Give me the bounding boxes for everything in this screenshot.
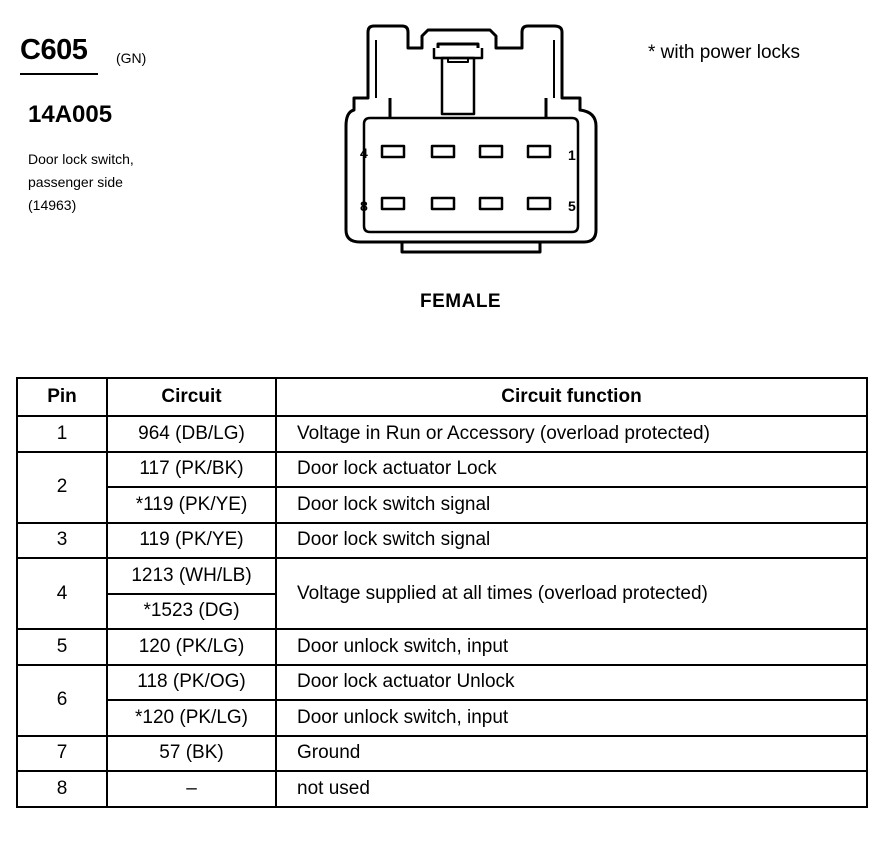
function-cell: not used (276, 771, 867, 807)
table-row (17, 665, 867, 701)
circuit-cell: 117 (PK/BK) (107, 452, 276, 488)
circuit-cell: – (107, 771, 276, 807)
gender-label: FEMALE (420, 291, 502, 312)
connector-id: C605 (20, 34, 88, 66)
pin-cell: 7 (17, 736, 107, 772)
table-row (17, 416, 867, 452)
description-line-3: (14963) (28, 197, 77, 213)
pin-label-4: 4 (360, 145, 368, 161)
pin-cell: 6 (17, 665, 107, 736)
pin-cell: 3 (17, 523, 107, 559)
circuit-cell: 119 (PK/YE) (107, 523, 276, 559)
table-row (17, 629, 867, 665)
power-locks-note: * with power locks (648, 42, 801, 63)
pin-label-8: 8 (360, 198, 368, 214)
table-row (17, 558, 867, 594)
color-code: (GN) (116, 50, 147, 66)
function-cell: Door unlock switch, input (276, 629, 867, 665)
function-cell: Door unlock switch, input (276, 700, 867, 736)
pin-cell: 4 (17, 558, 107, 629)
pinout-table (16, 377, 868, 808)
table-header-row (17, 378, 867, 416)
pin-label-1: 1 (568, 147, 576, 163)
circuit-cell: 1213 (WH/LB) (107, 558, 276, 594)
description-line-1: Door lock switch, (28, 151, 134, 167)
pin-cell: 8 (17, 771, 107, 807)
table-row (17, 452, 867, 488)
circuit-cell: 57 (BK) (107, 736, 276, 772)
circuit-cell: *119 (PK/YE) (107, 487, 276, 523)
function-cell: Door lock actuator Lock (276, 452, 867, 488)
pin-cell: 2 (17, 452, 107, 523)
pin-cell: 5 (17, 629, 107, 665)
connector-id-underline (20, 73, 98, 75)
circuit-cell: *120 (PK/LG) (107, 700, 276, 736)
header-circuit: Circuit (107, 378, 276, 416)
table-row (17, 736, 867, 772)
function-cell: Voltage in Run or Accessory (overload protected) (276, 416, 867, 452)
function-cell: Door lock actuator Unlock (276, 665, 867, 701)
table-row (17, 771, 867, 807)
function-cell: Door lock switch signal (276, 487, 867, 523)
pin-cell: 1 (17, 416, 107, 452)
header-pin: Pin (17, 378, 107, 416)
connector-diagram (340, 18, 610, 258)
table-row (17, 700, 867, 736)
table-row (17, 487, 867, 523)
part-number: 14A005 (28, 101, 113, 128)
pin-label-5: 5 (568, 198, 576, 214)
function-cell: Door lock switch signal (276, 523, 867, 559)
function-cell: Voltage supplied at all times (overload protected) (276, 558, 867, 629)
circuit-cell: *1523 (DG) (107, 594, 276, 630)
description-line-2: passenger side (28, 174, 123, 190)
function-cell: Ground (276, 736, 867, 772)
table-row (17, 523, 867, 559)
circuit-cell: 964 (DB/LG) (107, 416, 276, 452)
header-function: Circuit function (276, 378, 867, 416)
circuit-cell: 120 (PK/LG) (107, 629, 276, 665)
circuit-cell: 118 (PK/OG) (107, 665, 276, 701)
